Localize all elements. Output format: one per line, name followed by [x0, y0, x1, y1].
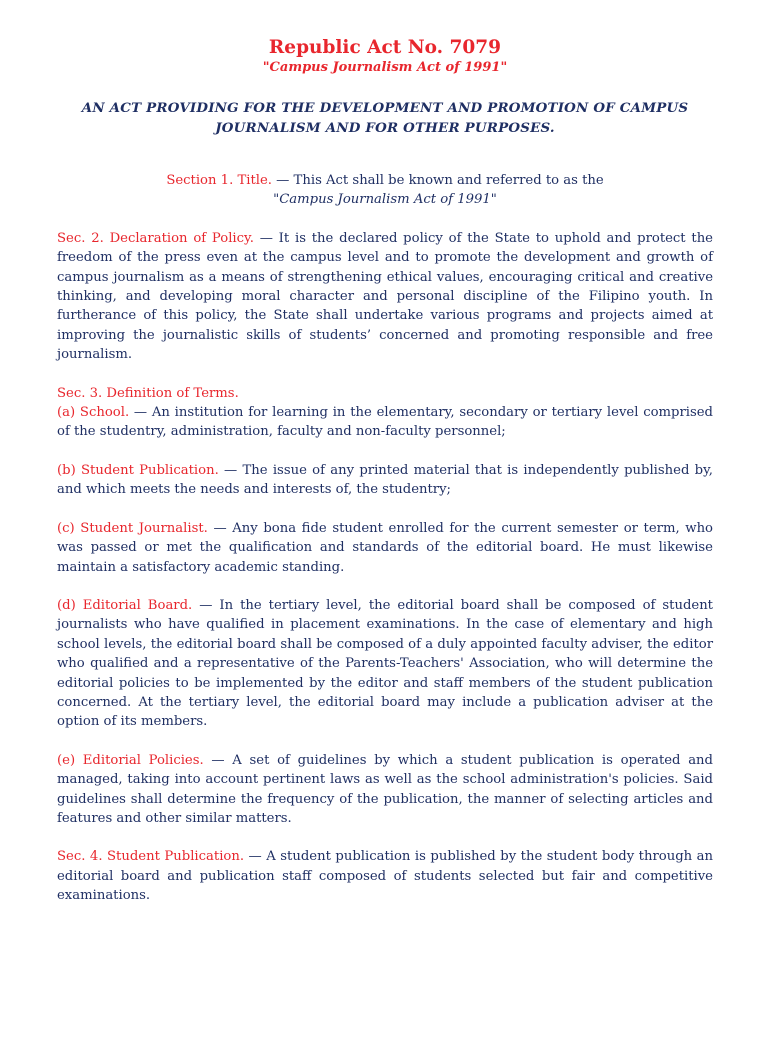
definition-school: [57, 403, 713, 442]
definition-term: (d) Editorial Board.: [57, 597, 193, 613]
section-3: [57, 384, 713, 829]
section-1-heading: Section 1. Title.: [166, 173, 272, 188]
definition-text: — In the tertiary level, the editorial board shall be composed of student journalists who have qualified in placement examinations. In the case of elementary and high school levels, the editorial board shall be composed of a duly appointed faculty adviser, the editor who qualified and a representative of the Parents-Teachers' Association, who will determine the editorial policies to be implemented by the editor and staff members of the student publication concerned. At the tertiary level, the editorial board may include a publication adviser at the option of its members.: [57, 597, 713, 730]
definition-student-journalist: [57, 519, 713, 577]
section-1-quote: "Campus Journalism Act of 1991": [273, 192, 497, 208]
document-subtitle: "Campus Journalism Act of 1991": [262, 60, 508, 75]
section-2-text: — It is the declared policy of the State to uphold and protect the freedom of the press even at the campus level and to promote the development and growth of campus journalism as a means of strengthening ethical values, encouraging critical and creative thinking, and developing moral character and personal discipline of the Filipino youth. In furtherance of this policy, the State shall undertake various programs and projects aimed at improving the journalistic skills of students’ concerned and promoting responsible and free journalism.: [57, 230, 713, 363]
section-4-heading: Sec. 4. Student Publication.: [57, 849, 245, 865]
definition-term: (e) Editorial Policies.: [57, 752, 204, 768]
definition-student-publication: [57, 461, 713, 500]
section-2-heading: Sec. 2. Declaration of Policy.: [57, 230, 254, 246]
definition-text: — Any bona fide student enrolled for the current semester or term, who was passed or met the qualification and standards of the editorial board. He must likewise maintain a satisfactory academic standing.: [57, 520, 713, 575]
definition-term: (a) School.: [57, 405, 130, 421]
definition-text: — A set of guidelines by which a student publication is operated and managed, taking into account pertinent laws as well as the school administration's policies. Said guidelines shall determine the frequency of the publication, the manner of selecting articles and features and other similar matters.: [57, 752, 713, 826]
act-description: AN ACT PROVIDING FOR THE DEVELOPMENT AND PROMOTION OF CAMPUS JOURNALISM AND FOR OTHER PURPOSES.: [81, 100, 689, 136]
definition-text: — The issue of any printed material that is independently published by, and which meets the needs and interests of, the studentry;: [57, 462, 713, 498]
section-2: [57, 229, 713, 365]
definition-text: — An institution for learning in the elementary, secondary or tertiary level comprised of the studentry, administration, faculty and non-faculty personnel;: [57, 405, 713, 440]
definition-term: (c) Student Journalist.: [57, 520, 208, 536]
section-1: [57, 171, 713, 210]
section-3-heading: Sec. 3. Definition of Terms.: [57, 385, 239, 401]
section-4: [57, 847, 713, 905]
definition-editorial-board: [57, 596, 713, 732]
definition-editorial-policies: [57, 751, 713, 829]
document-page: [0, 37, 768, 1061]
definition-term: (b) Student Publication.: [57, 462, 219, 478]
section-4-text: — A student publication is published by the student body through an editorial board and publication staff composed of students selected but fair and competitive examinations.: [57, 849, 713, 904]
document-title: Republic Act No. 7079: [268, 37, 502, 58]
section-1-line: [57, 171, 713, 190]
section-1-text: — This Act shall be known and referred to as the: [271, 173, 604, 188]
